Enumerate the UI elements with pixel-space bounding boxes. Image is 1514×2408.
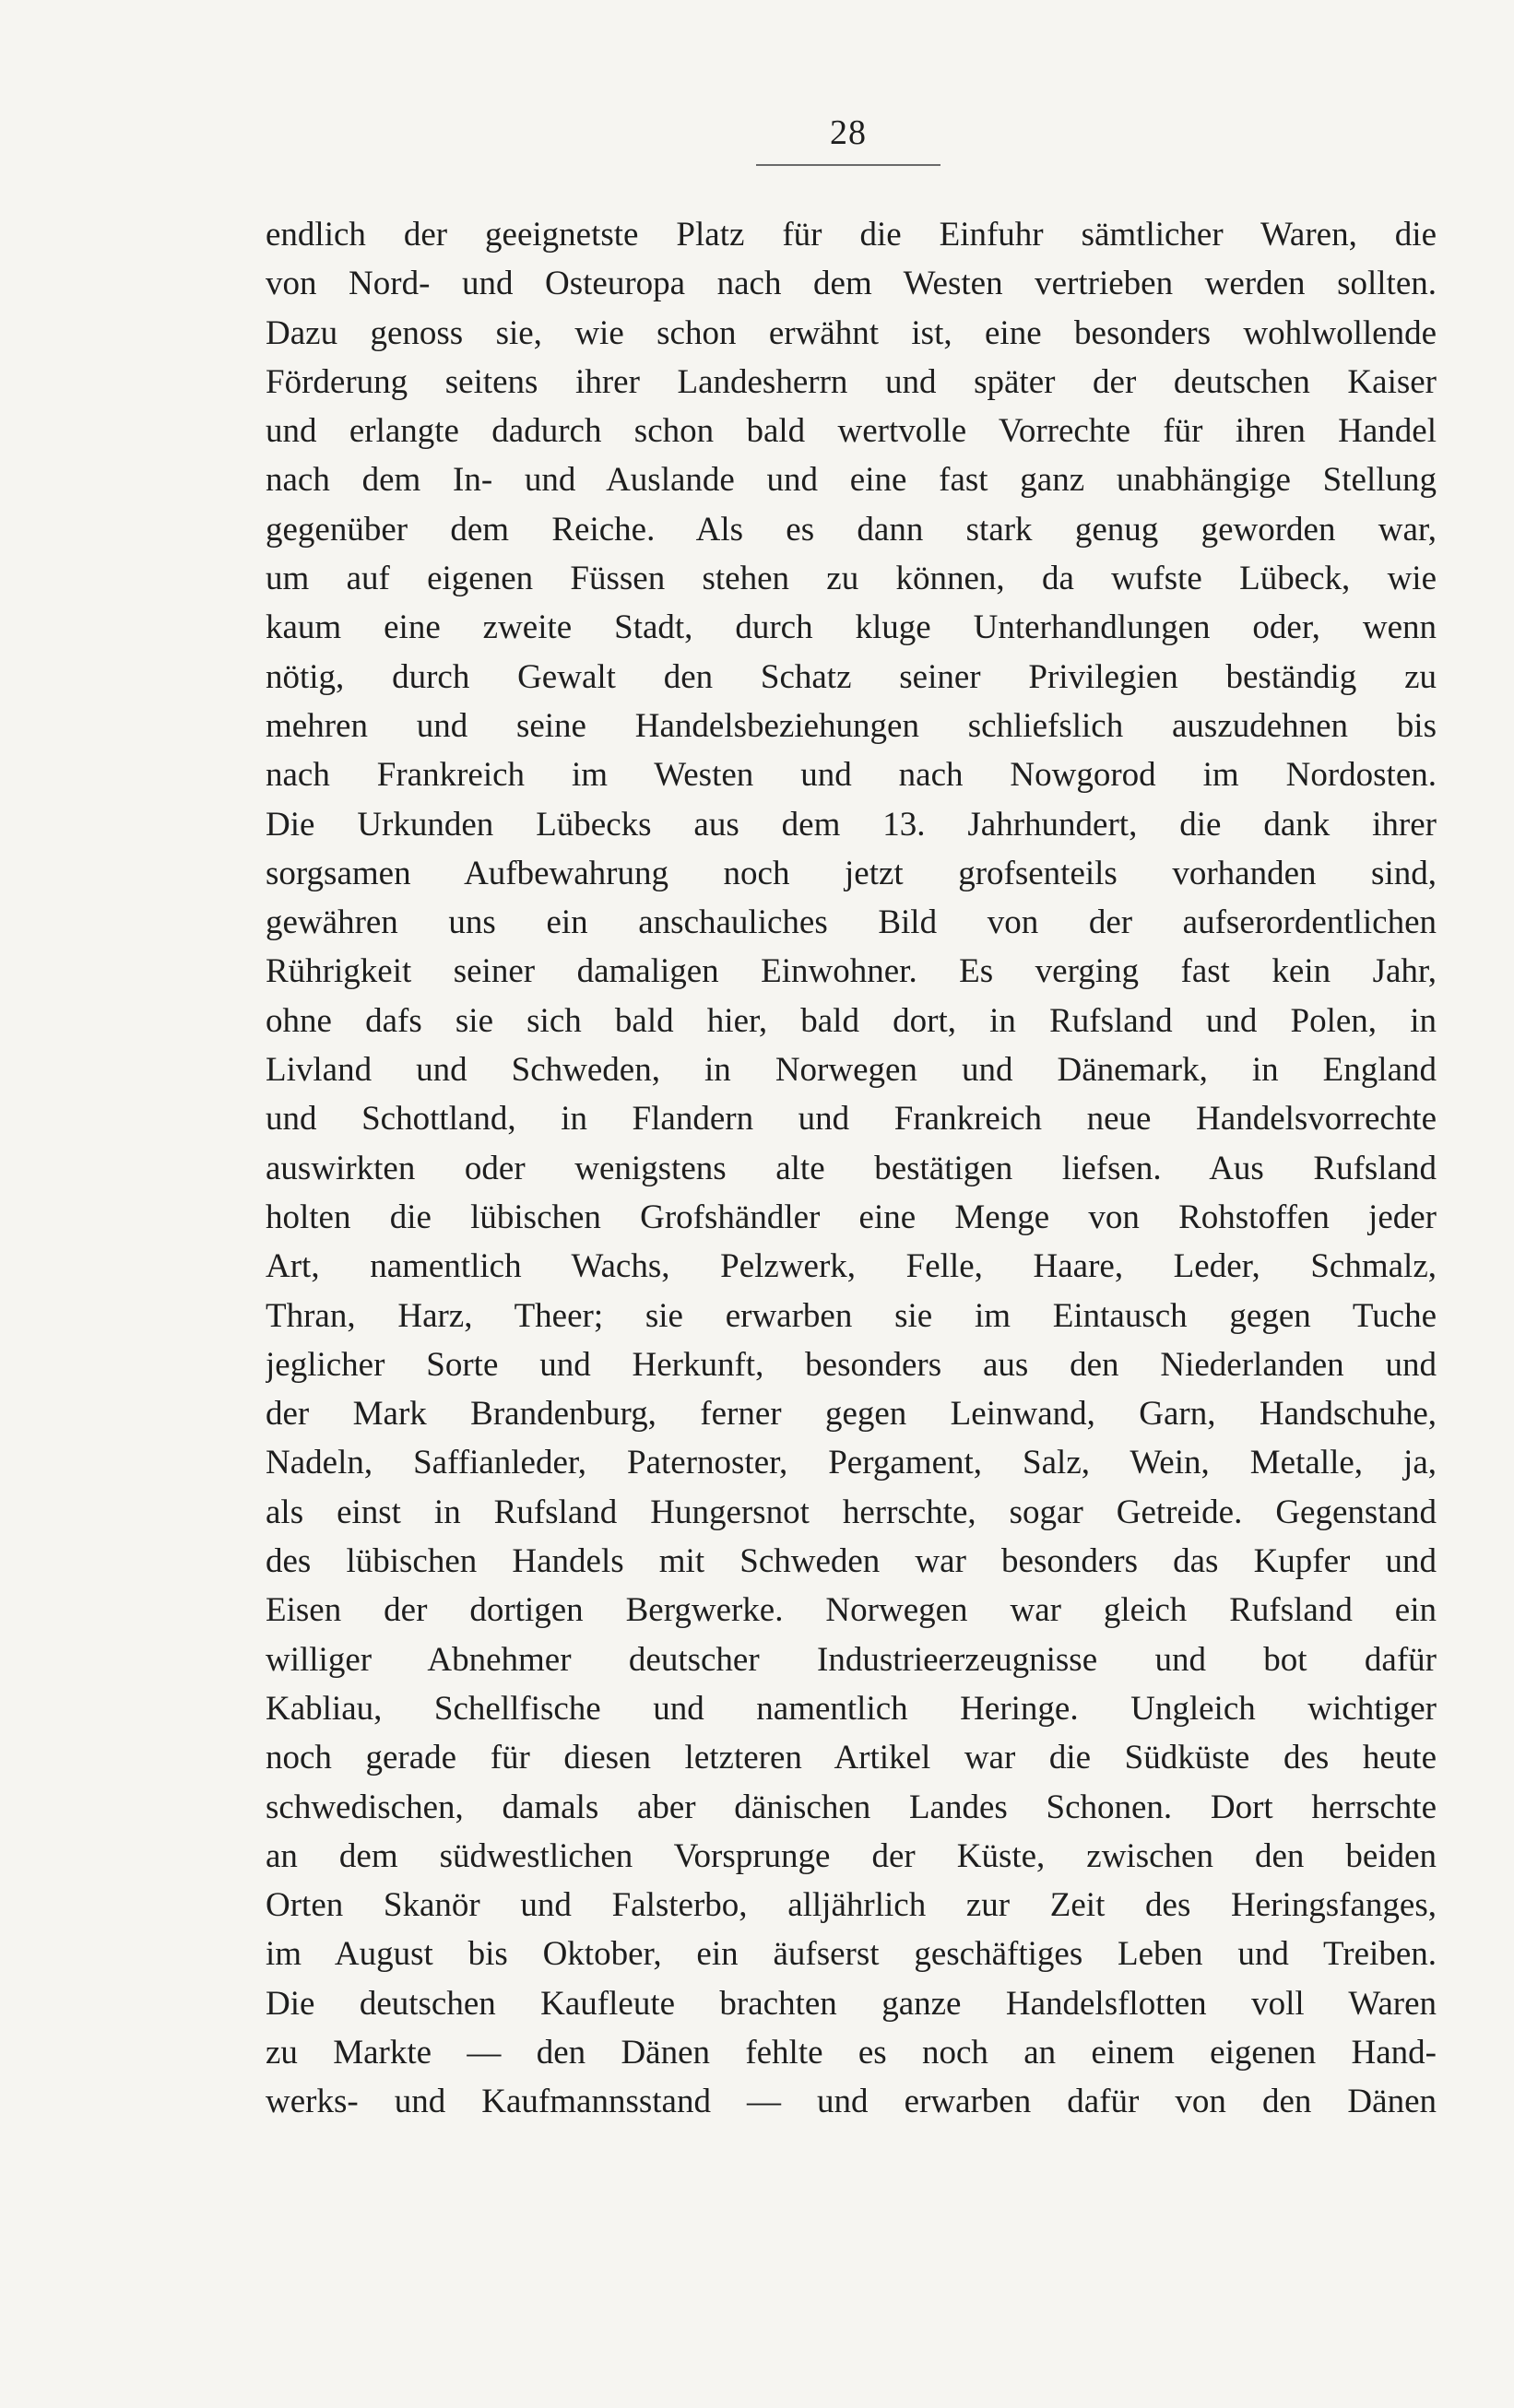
text-line: von Nord- und Osteuropa nach dem Westen vertrieben werden sollten.	[266, 265, 1437, 303]
text-line: Die deutschen Kaufleute brachten ganze Handelsflotten voll Waren	[266, 1984, 1437, 2023]
text-line: des lübischen Handels mit Schweden war besonders das Kupfer und	[266, 1542, 1437, 1581]
text-line: zu Markte — den Dänen fehlte es noch an einem eigenen Hand-	[266, 2033, 1437, 2072]
page-number-rule	[756, 164, 940, 166]
text-line: als einst in Rufsland Hungersnot herrschte, sogar Getreide. Gegenstand	[266, 1493, 1437, 1531]
text-line: williger Abnehmer deutscher Industrieerzeugnisse und bot dafür	[266, 1640, 1437, 1679]
text-line: Orten Skanör und Falsterbo, alljährlich zur Zeit des Heringsfanges,	[266, 1886, 1437, 1925]
text-line: noch gerade für diesen letzteren Artikel war die Südküste des heute	[266, 1739, 1437, 1777]
text-line: ohne dafs sie sich bald hier, bald dort, in Rufsland und Polen, in	[266, 1001, 1437, 1040]
text-line: und erlangte dadurch schon bald wertvolle Vorrechte für ihren Handel	[266, 412, 1437, 451]
text-line: Kabliau, Schellfische und namentlich Heringe. Ungleich wichtiger	[266, 1689, 1437, 1728]
text-line: gewähren uns ein anschauliches Bild von der aufserordentlichen	[266, 903, 1437, 942]
text-line: Art, namentlich Wachs, Pelzwerk, Felle, Haare, Leder, Schmalz,	[266, 1247, 1437, 1286]
text-line: Livland und Schweden, in Norwegen und Dänemark, in England	[266, 1051, 1437, 1090]
text-line: Die Urkunden Lübecks aus dem 13. Jahrhundert, die dank ihrer	[266, 805, 1437, 844]
text-line: jeglicher Sorte und Herkunft, besonders aus den Niederlanden und	[266, 1345, 1437, 1384]
text-line: nötig, durch Gewalt den Schatz seiner Privilegien beständig zu	[266, 657, 1437, 696]
text-line: Eisen der dortigen Bergwerke. Norwegen war gleich Rufsland ein	[266, 1591, 1437, 1630]
text-line: im August bis Oktober, ein äufserst geschäftiges Leben und Treiben.	[266, 1935, 1437, 1974]
text-line: nach Frankreich im Westen und nach Nowgorod im Nordosten.	[266, 756, 1437, 795]
text-line: und Schottland, in Flandern und Frankreich neue Handelsvorrechte	[266, 1100, 1437, 1139]
text-line: sorgsamen Aufbewahrung noch jetzt grofsenteils vorhanden sind,	[266, 854, 1437, 892]
text-line: Förderung seitens ihrer Landesherrn und später der deutschen Kaiser	[266, 362, 1437, 401]
text-line: Dazu genoss sie, wie schon erwähnt ist, eine besonders wohlwollende	[266, 313, 1437, 352]
text-line: Nadeln, Saffianleder, Paternoster, Pergament, Salz, Wein, Metalle, ja,	[266, 1444, 1437, 1482]
text-line: endlich der geeignetste Platz für die Einfuhr sämtlicher Waren, die	[266, 216, 1437, 254]
text-line: Thran, Harz, Theer; sie erwarben sie im Eintausch gegen Tuche	[266, 1296, 1437, 1335]
text-line: kaum eine zweite Stadt, durch kluge Unterhandlungen oder, wenn	[266, 608, 1437, 647]
text-line: werks- und Kaufmannsstand — und erwarben dafür von den Dänen	[266, 2083, 1437, 2121]
text-line: auswirkten oder wenigstens alte bestätigen liefsen. Aus Rufsland	[266, 1149, 1437, 1187]
text-line: Rührigkeit seiner damaligen Einwohner. Es verging fast kein Jahr,	[266, 952, 1437, 991]
page-number: 28	[830, 113, 867, 152]
text-line: um auf eigenen Füssen stehen zu können, da wufste Lübeck, wie	[266, 560, 1437, 598]
text-line: nach dem In- und Auslande und eine fast ganz unabhängige Stellung	[266, 461, 1437, 500]
text-line: schwedischen, damals aber dänischen Landes Schonen. Dort herrschte	[266, 1788, 1437, 1826]
text-line: holten die lübischen Grofshändler eine Menge von Rohstoffen jeder	[266, 1198, 1437, 1236]
text-line: mehren und seine Handelsbeziehungen schliefslich auszudehnen bis	[266, 706, 1437, 745]
text-line: der Mark Brandenburg, ferner gegen Leinwand, Garn, Handschuhe,	[266, 1395, 1437, 1434]
body-text	[266, 210, 1437, 2127]
text-line: an dem südwestlichen Vorsprunge der Küste, zwischen den beiden	[266, 1836, 1437, 1875]
text-line: gegenüber dem Reiche. Als es dann stark genug geworden war,	[266, 510, 1437, 549]
